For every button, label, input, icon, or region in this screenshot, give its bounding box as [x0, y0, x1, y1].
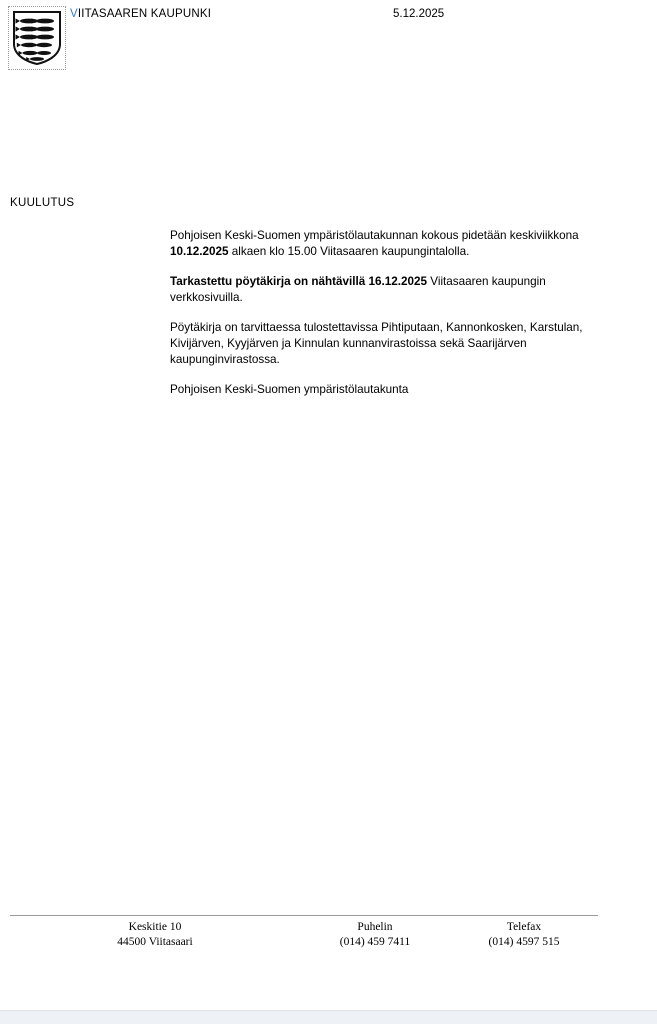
footer-divider [10, 915, 598, 916]
text-run: Tarkastettu pöytäkirja on nähtävillä 16.12.2025 [170, 275, 428, 288]
text-run: Viitasaaren kaupungin verkkosivuilla. [170, 275, 546, 304]
footer-phone-title: Puhelin [357, 921, 393, 933]
footer-value-row [10, 935, 598, 950]
footer-phone-value: (014) 459 7411 [339, 936, 411, 948]
document-type-label: KUULUTUS [10, 197, 75, 209]
document-body [170, 228, 615, 398]
document-header [0, 0, 657, 80]
paragraph-signature [170, 382, 615, 398]
viewer-bottom-strip [0, 1010, 657, 1024]
text-run: alkaen klo 15.00 Viitasaaren kaupungintalolla. [228, 245, 470, 258]
text-run: Pöytäkirja on tarvittaessa tulostettavissa Pihtiputaan, Kannonkosken, Karstulan, Kivijärven, Kyyjärven ja Kinnulan kunnanvirastoissa sekä Saarijärven kaupunginvirastossa. [170, 321, 583, 366]
coat-of-arms-fish-crest-icon [8, 6, 66, 70]
footer-fax-value: (014) 4597 515 [488, 936, 560, 948]
organization-name-rest: IITASAAREN KAUPUNKI [77, 8, 212, 20]
paragraph-minutes-availability [170, 274, 615, 306]
footer-title-row [10, 920, 598, 935]
footer-address-title: Keskitie 10 [128, 921, 182, 933]
paragraph-printing-locations [170, 320, 615, 368]
paragraph-meeting-notice [170, 228, 615, 260]
footer-address-value: 44500 Viitasaari [117, 936, 193, 948]
organization-initial: V [70, 8, 78, 20]
document-footer [10, 920, 598, 950]
text-run: Pohjoisen Keski-Suomen ympäristölautakunta [170, 383, 409, 396]
organization-name [70, 8, 211, 20]
text-run: Pohjoisen Keski-Suomen ympäristölautakunnan kokous pidetään keskiviikkona [170, 229, 579, 242]
document-date: 5.12.2025 [393, 8, 445, 20]
footer-fax-title: Telefax [506, 921, 542, 933]
text-run: 10.12.2025 [170, 245, 229, 258]
